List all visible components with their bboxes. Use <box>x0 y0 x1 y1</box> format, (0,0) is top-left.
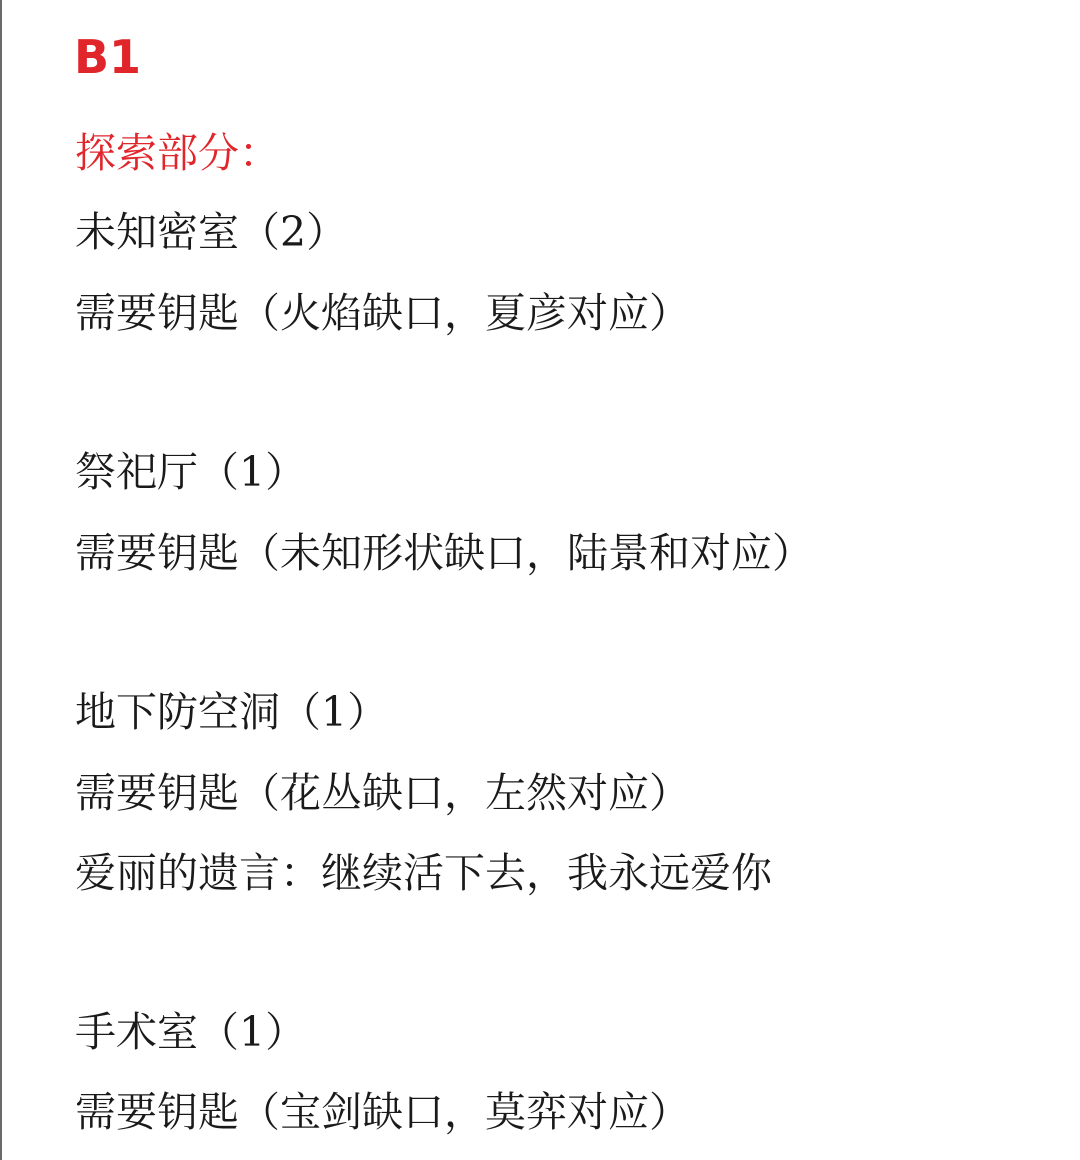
key-requirement-line: 需要钥匙（火焰缺口，夏彦对应） <box>75 289 690 337</box>
room-title-sacrifice-hall: 祭祀厅（1） <box>75 448 307 496</box>
key-requirement-line: 需要钥匙（未知形状缺口，陆景和对应） <box>75 529 813 577</box>
floor-heading: B1 <box>74 30 142 84</box>
last-words-line: 爱丽的遗言：继续活下去，我永远爱你 <box>75 849 772 897</box>
page-left-border <box>0 0 2 1160</box>
key-requirement-line: 需要钥匙（花丛缺口，左然对应） <box>75 769 690 817</box>
key-requirement-line: 需要钥匙（宝剑缺口，莫弈对应） <box>75 1088 690 1136</box>
room-title-air-raid-shelter: 地下防空洞（1） <box>75 688 389 736</box>
room-title-operating-room: 手术室（1） <box>75 1008 307 1056</box>
section-title: 探索部分： <box>75 129 280 177</box>
room-title-unknown-chamber: 未知密室（2） <box>75 208 348 256</box>
